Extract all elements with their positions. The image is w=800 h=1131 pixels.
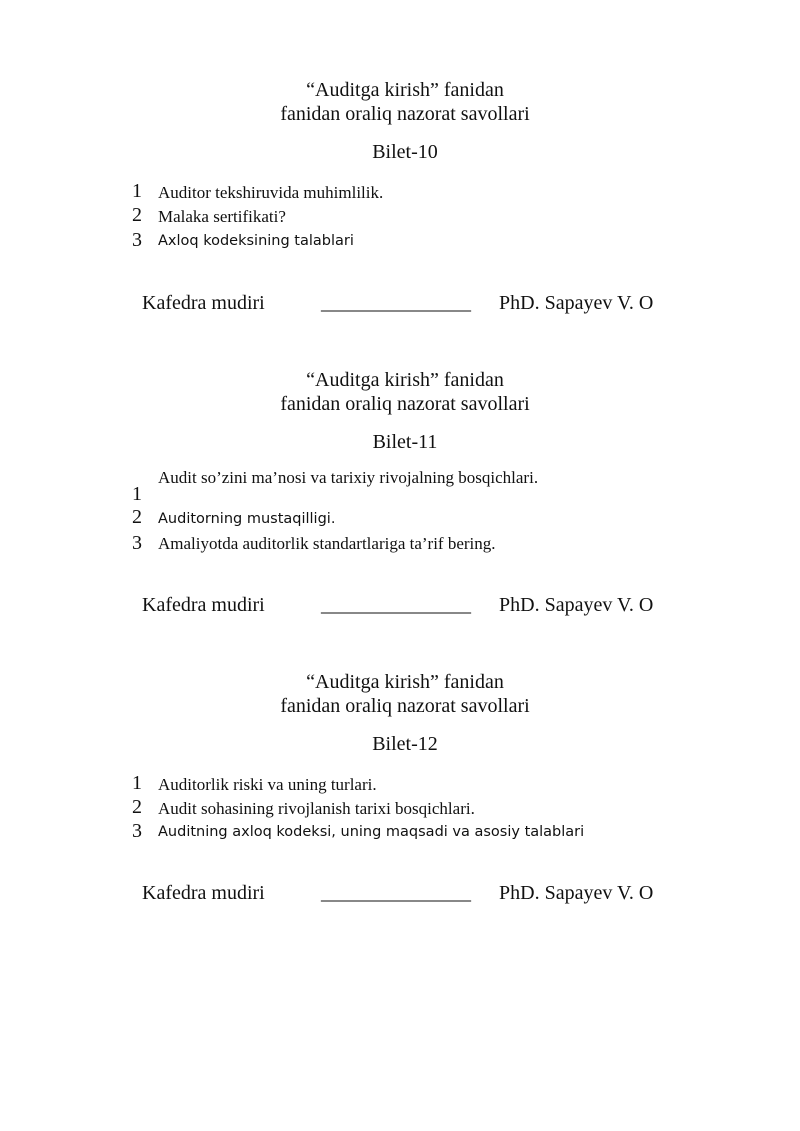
- question-number: 1: [132, 483, 142, 505]
- signature-line: _______________: [321, 292, 471, 314]
- question-item: [0, 468, 800, 505]
- question-item: [0, 795, 800, 819]
- ticket-title-line2: fanidan oraliq nazorat savollari: [280, 103, 530, 125]
- question-number: 3: [132, 532, 142, 554]
- signature-row: [0, 592, 800, 618]
- question-text: Malaka sertifikati?: [158, 207, 286, 226]
- question-item: [0, 203, 800, 227]
- question-number: 3: [132, 820, 142, 842]
- ticket-title-line1: “Auditga kirish” fanidan: [306, 79, 504, 101]
- ticket-title-line2: fanidan oraliq nazorat savollari: [280, 695, 530, 717]
- signature-name: PhD. Sapayev V. O: [499, 292, 654, 314]
- signature-line: _______________: [321, 594, 471, 616]
- question-text: Audit sohasining rivojlanish tarixi bosqichlari.: [158, 799, 475, 818]
- question-item: [0, 819, 800, 843]
- question-number: 2: [132, 204, 142, 226]
- signature-row: [0, 880, 800, 906]
- question-number: 2: [132, 796, 142, 818]
- signature-role: Kafedra mudiri: [142, 594, 265, 616]
- question-text: Auditning axloq kodeksi, uning maqsadi va asosiy talablari: [158, 824, 585, 840]
- ticket-title-line2: fanidan oraliq nazorat savollari: [280, 393, 530, 415]
- question-text: Audit so’zini ma’nosi va tarixiy rivojalning bosqichlari.: [158, 468, 539, 487]
- signature-role: Kafedra mudiri: [142, 292, 265, 314]
- question-item: [0, 771, 800, 795]
- question-number: 3: [132, 229, 142, 251]
- signature-line: _______________: [321, 882, 471, 904]
- ticket-title-line1: “Auditga kirish” fanidan: [306, 671, 504, 693]
- signature-role: Kafedra mudiri: [142, 882, 265, 904]
- ticket-number: Bilet-12: [372, 733, 438, 755]
- question-text: Auditorning mustaqilligi.: [158, 511, 336, 527]
- ticket-number: Bilet-10: [372, 141, 438, 163]
- signature-name: PhD. Sapayev V. O: [499, 882, 654, 904]
- question-text: Auditorlik riski va uning turlari.: [158, 775, 377, 794]
- question-text: Axloq kodeksining talablari: [158, 233, 354, 249]
- question-item: [0, 531, 800, 555]
- question-text: Amaliyotda auditorlik standartlariga ta’rif bering.: [158, 534, 496, 553]
- question-number: 1: [132, 772, 142, 794]
- question-item: [0, 228, 800, 252]
- ticket-title-line1: “Auditga kirish” fanidan: [306, 369, 504, 391]
- question-item: [0, 179, 800, 203]
- question-number: 1: [132, 180, 142, 202]
- question-text: Auditor tekshiruvida muhimlilik.: [158, 183, 384, 202]
- signature-row: [0, 290, 800, 316]
- question-item: [0, 505, 800, 529]
- ticket-number: Bilet-11: [372, 431, 438, 453]
- question-number: 2: [132, 506, 142, 528]
- signature-name: PhD. Sapayev V. O: [499, 594, 654, 616]
